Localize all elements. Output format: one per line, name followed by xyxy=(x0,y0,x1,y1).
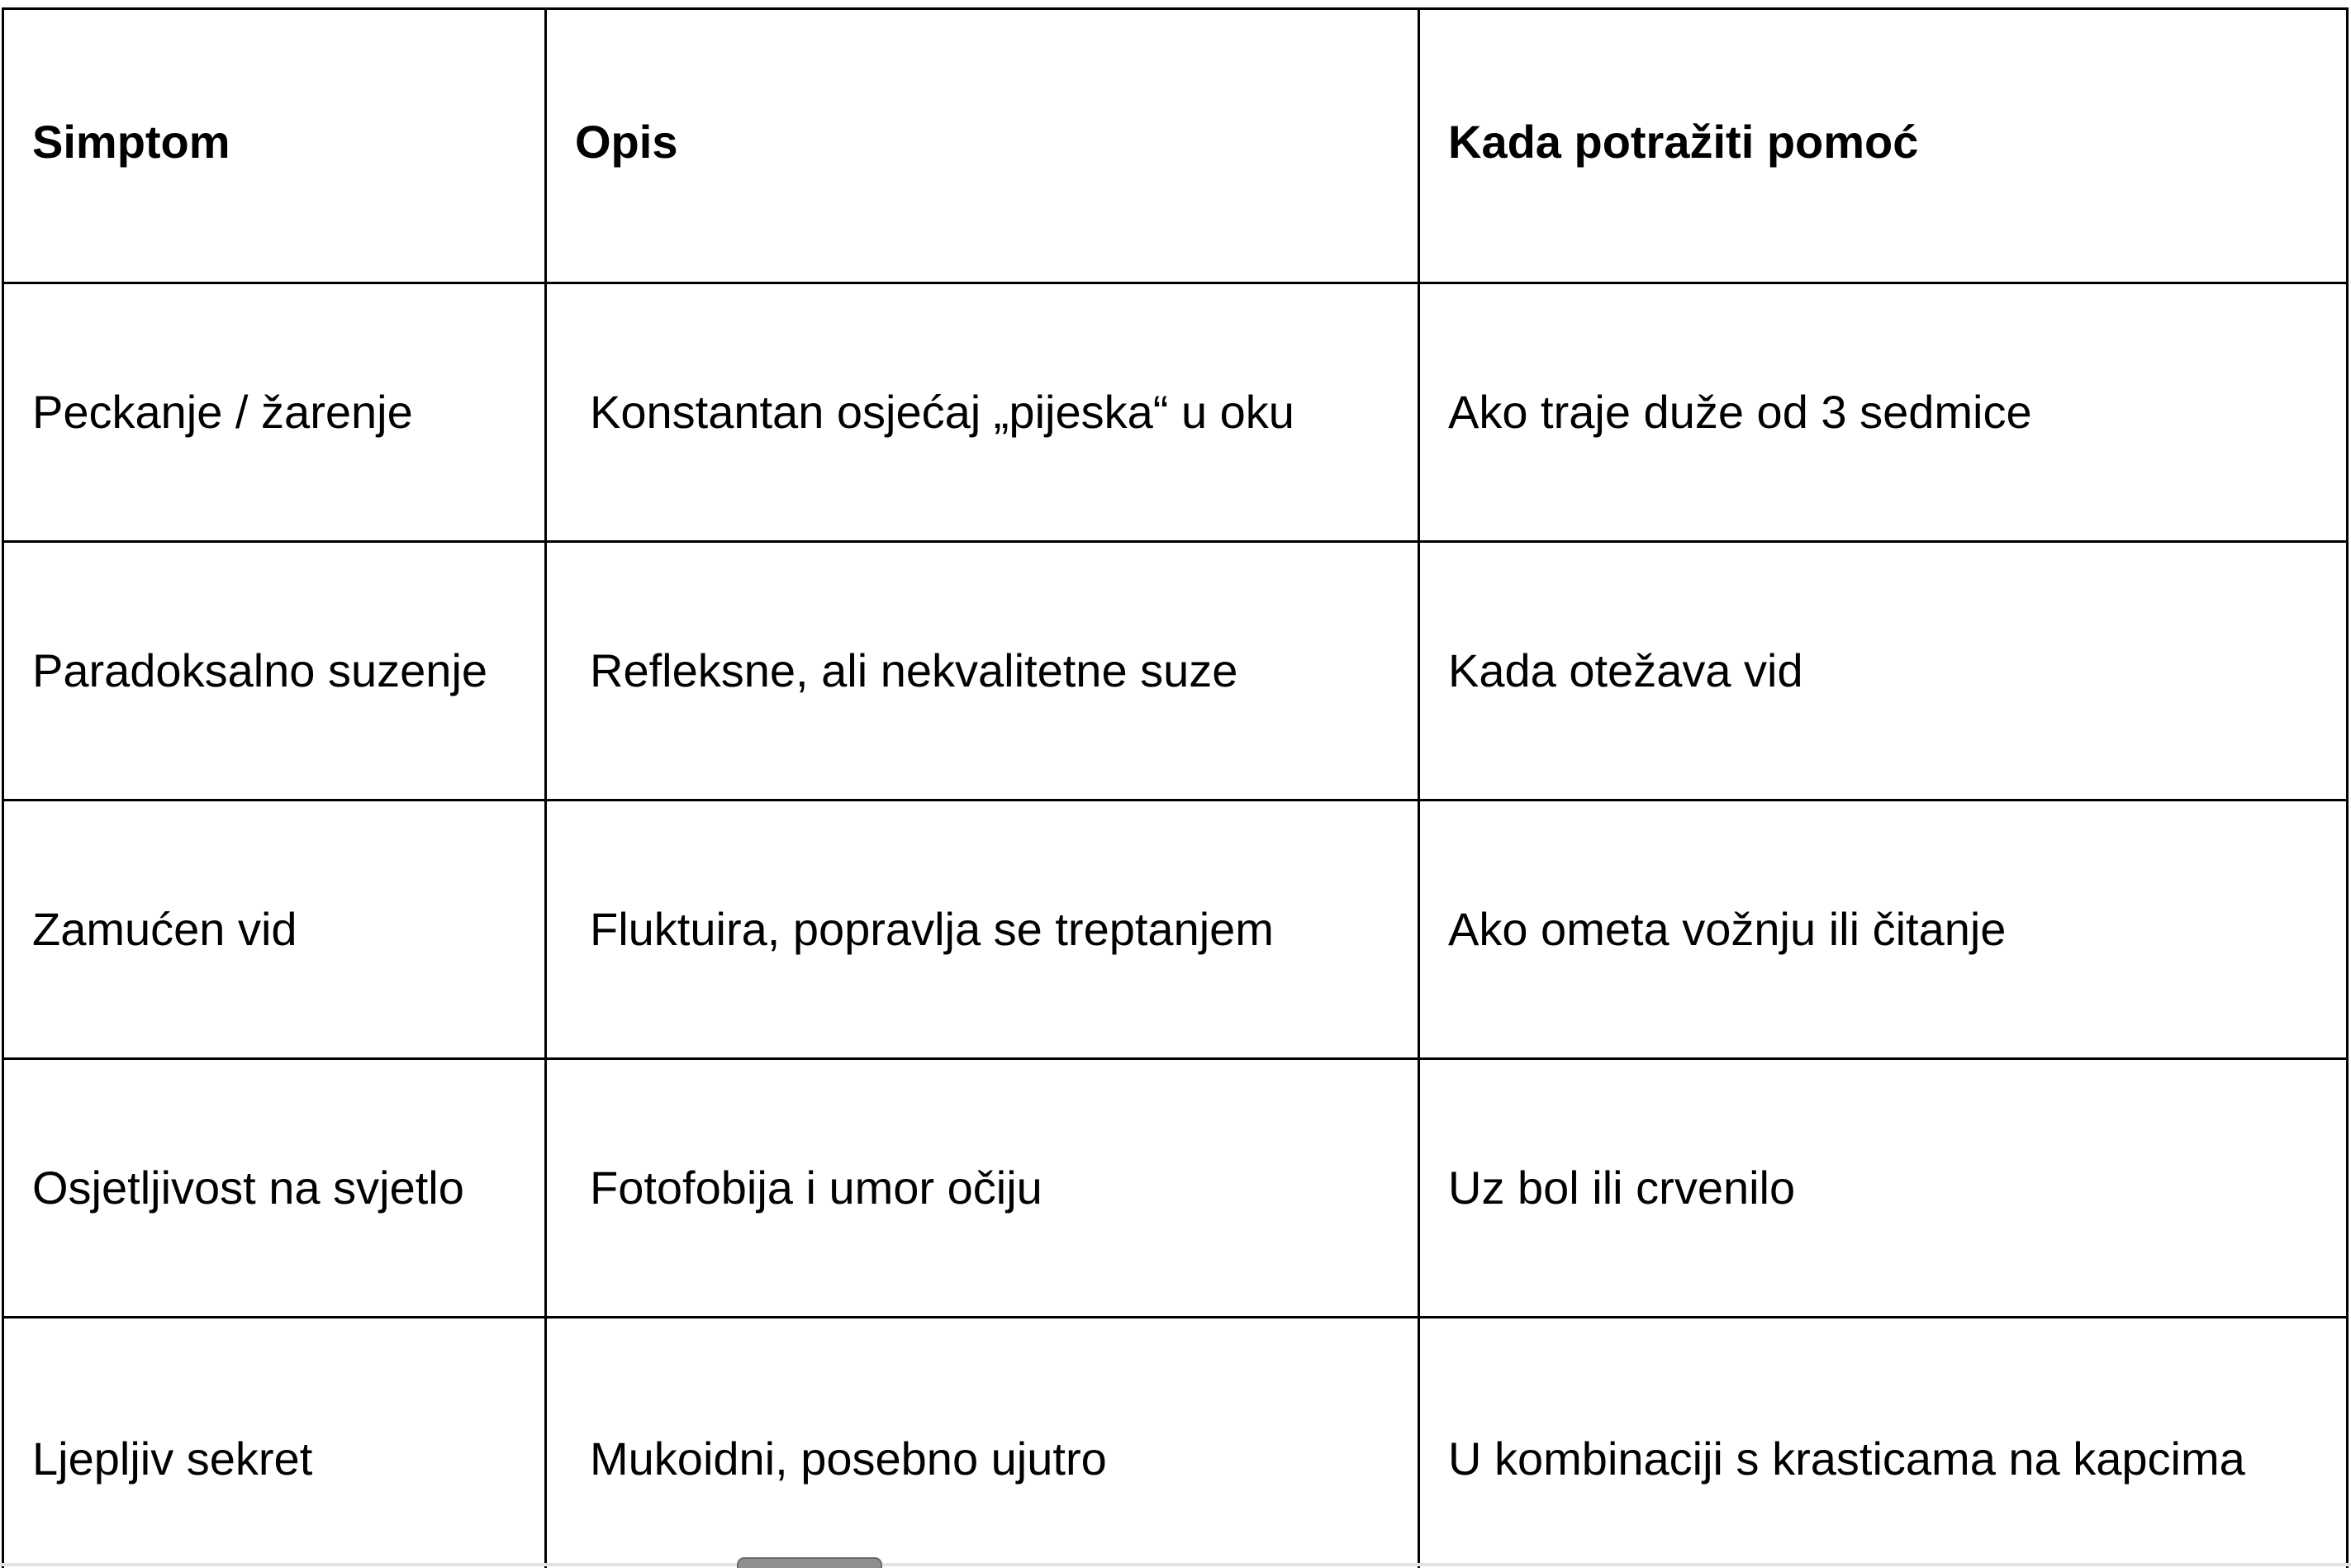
cell-opis: Refleksne, ali nekvalitetne suze xyxy=(546,542,1419,801)
cell-kada-potraziti-pomoc: U kombinaciji s krasticama na kapcima xyxy=(1419,1318,2348,1568)
cell-opis: Fluktuira, popravlja se treptanjem xyxy=(546,801,1419,1059)
horizontal-scrollbar-thumb[interactable] xyxy=(737,1557,882,1568)
header-kada-potraziti-pomoc: Kada potražiti pomoć xyxy=(1419,9,2348,283)
cell-kada-potraziti-pomoc: Kada otežava vid xyxy=(1419,542,2348,801)
table-row xyxy=(3,801,2348,1059)
header-simptom: Simptom xyxy=(3,9,546,283)
cell-simptom: Peckanje / žarenje xyxy=(3,283,546,542)
cell-opis: Fotofobija i umor očiju xyxy=(546,1059,1419,1318)
cell-kada-potraziti-pomoc: Uz bol ili crvenilo xyxy=(1419,1059,2348,1318)
cell-simptom: Ljepljiv sekret xyxy=(3,1318,546,1568)
cell-kada-potraziti-pomoc: Ako traje duže od 3 sedmice xyxy=(1419,283,2348,542)
table-row xyxy=(3,1318,2348,1568)
table-header-row xyxy=(3,9,2348,283)
cell-kada-potraziti-pomoc: Ako ometa vožnju ili čitanje xyxy=(1419,801,2348,1059)
symptoms-table xyxy=(2,7,2349,1568)
table-row xyxy=(3,1059,2348,1318)
cell-simptom: Paradoksalno suzenje xyxy=(3,542,546,801)
cell-opis: Konstantan osjećaj „pijeska“ u oku xyxy=(546,283,1419,542)
header-opis: Opis xyxy=(546,9,1419,283)
cell-opis: Mukoidni, posebno ujutro xyxy=(546,1318,1419,1568)
viewport-bottom-edge xyxy=(0,1563,2351,1566)
table-row xyxy=(3,283,2348,542)
cell-simptom: Osjetljivost na svjetlo xyxy=(3,1059,546,1318)
table-row xyxy=(3,542,2348,801)
cell-simptom: Zamućen vid xyxy=(3,801,546,1059)
